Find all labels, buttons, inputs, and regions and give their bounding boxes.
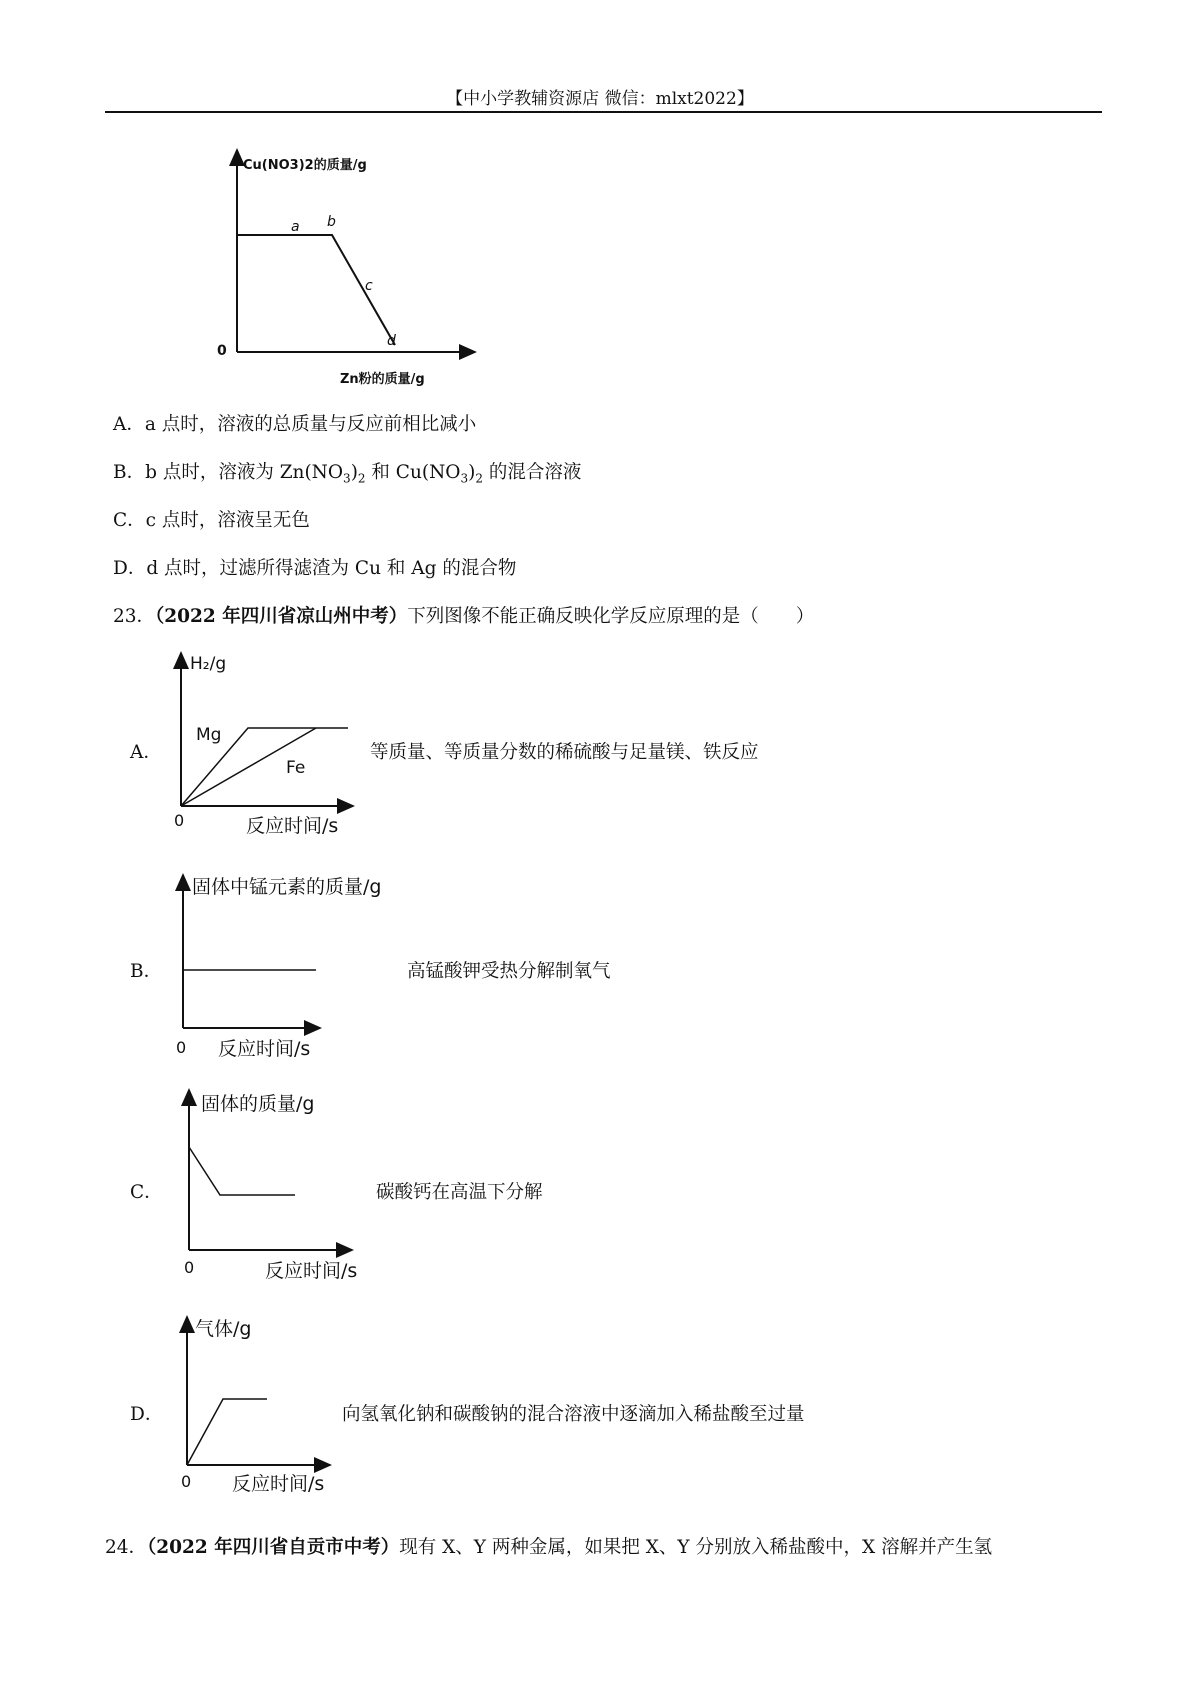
origin-label: 0 [184,1258,195,1277]
q23-option-d-label: D． [130,1404,164,1425]
q22-option-b: B．b 点时，溶液为 $Zn(NO_3)_2$ 和 $Cu(NO_3)_2$ 的混合溶液 [113,462,582,486]
q22-option-d: D．d 点时，过滤所得滤渣为 Cu 和 Ag 的混合物 [113,558,517,579]
q23-option-c-desc: 碳酸钙在高温下分解 [376,1182,543,1203]
q22-option-c: C．c 点时，溶液呈无色 [113,510,310,531]
x-axis-label: Zn粉的质量/g [340,372,425,387]
y-axis-label: H₂/g [190,654,227,674]
point-c: c [365,278,373,294]
y-axis-label: 气体/g [195,1318,252,1340]
x-axis-label: 反应时间/s [246,815,339,837]
q23-option-b-label: B． [130,961,163,982]
q23-option-c-label: C． [130,1182,163,1203]
origin-label: 0 [174,811,185,830]
origin-label: 0 [176,1038,187,1057]
q23-option-a-label: A． [130,742,162,763]
point-a: a [291,219,300,235]
point-b: b [327,214,336,230]
q23-number: 23． [113,606,156,627]
y-axis-label: 固体的质量/g [201,1093,315,1115]
origin-label: 0 [181,1472,192,1491]
header-divider [105,111,1102,113]
q23-text: 下列图像不能正确反映化学反应原理的是（ ） [407,606,815,627]
gas-line [187,1399,267,1465]
graph-a [168,648,368,838]
x-axis-label: 反应时间/s [265,1260,358,1282]
q24-source: （2022 年四川省自贡市中考） [147,1537,400,1558]
point-d: d [387,333,396,349]
origin-label: 0 [217,343,227,359]
graph-d [175,1312,365,1500]
x-axis-label: 反应时间/s [218,1038,311,1060]
q22-option-a: A．a 点时，溶液的总质量与反应前相比减小 [113,414,477,435]
series-fe-label: Fe [286,758,306,778]
decrease-line [189,1147,295,1195]
series-mg-label: Mg [196,725,222,745]
q23-stem [113,602,814,628]
graph-b [170,870,410,1062]
q24-stem [105,1533,992,1559]
q24-text: 现有 X、Y 两种金属，如果把 X、Y 分别放入稀盐酸中，X 溶解并产生氢 [399,1537,993,1558]
page-header: 【中小学教辅资源店 微信：mlxt2022】 [446,89,754,109]
graph-c [177,1085,377,1295]
q23-option-d-desc: 向氢氧化钠和碳酸钠的混合溶液中逐滴加入稀盐酸至过量 [342,1404,805,1425]
q24-number: 24． [105,1537,148,1558]
q23-source: （2022 年四川省凉山州中考） [155,606,408,627]
zn-cu-nitrate-graph [215,145,495,395]
y-axis-label: 固体中锰元素的质量/g [192,876,382,898]
x-axis-label: 反应时间/s [232,1473,325,1495]
q23-option-a-desc: 等质量、等质量分数的稀硫酸与足量镁、铁反应 [370,742,759,763]
y-axis-label: Cu(NO3)2的质量/g [243,158,367,173]
q23-option-b-desc: 高锰酸钾受热分解制氧气 [407,961,611,982]
